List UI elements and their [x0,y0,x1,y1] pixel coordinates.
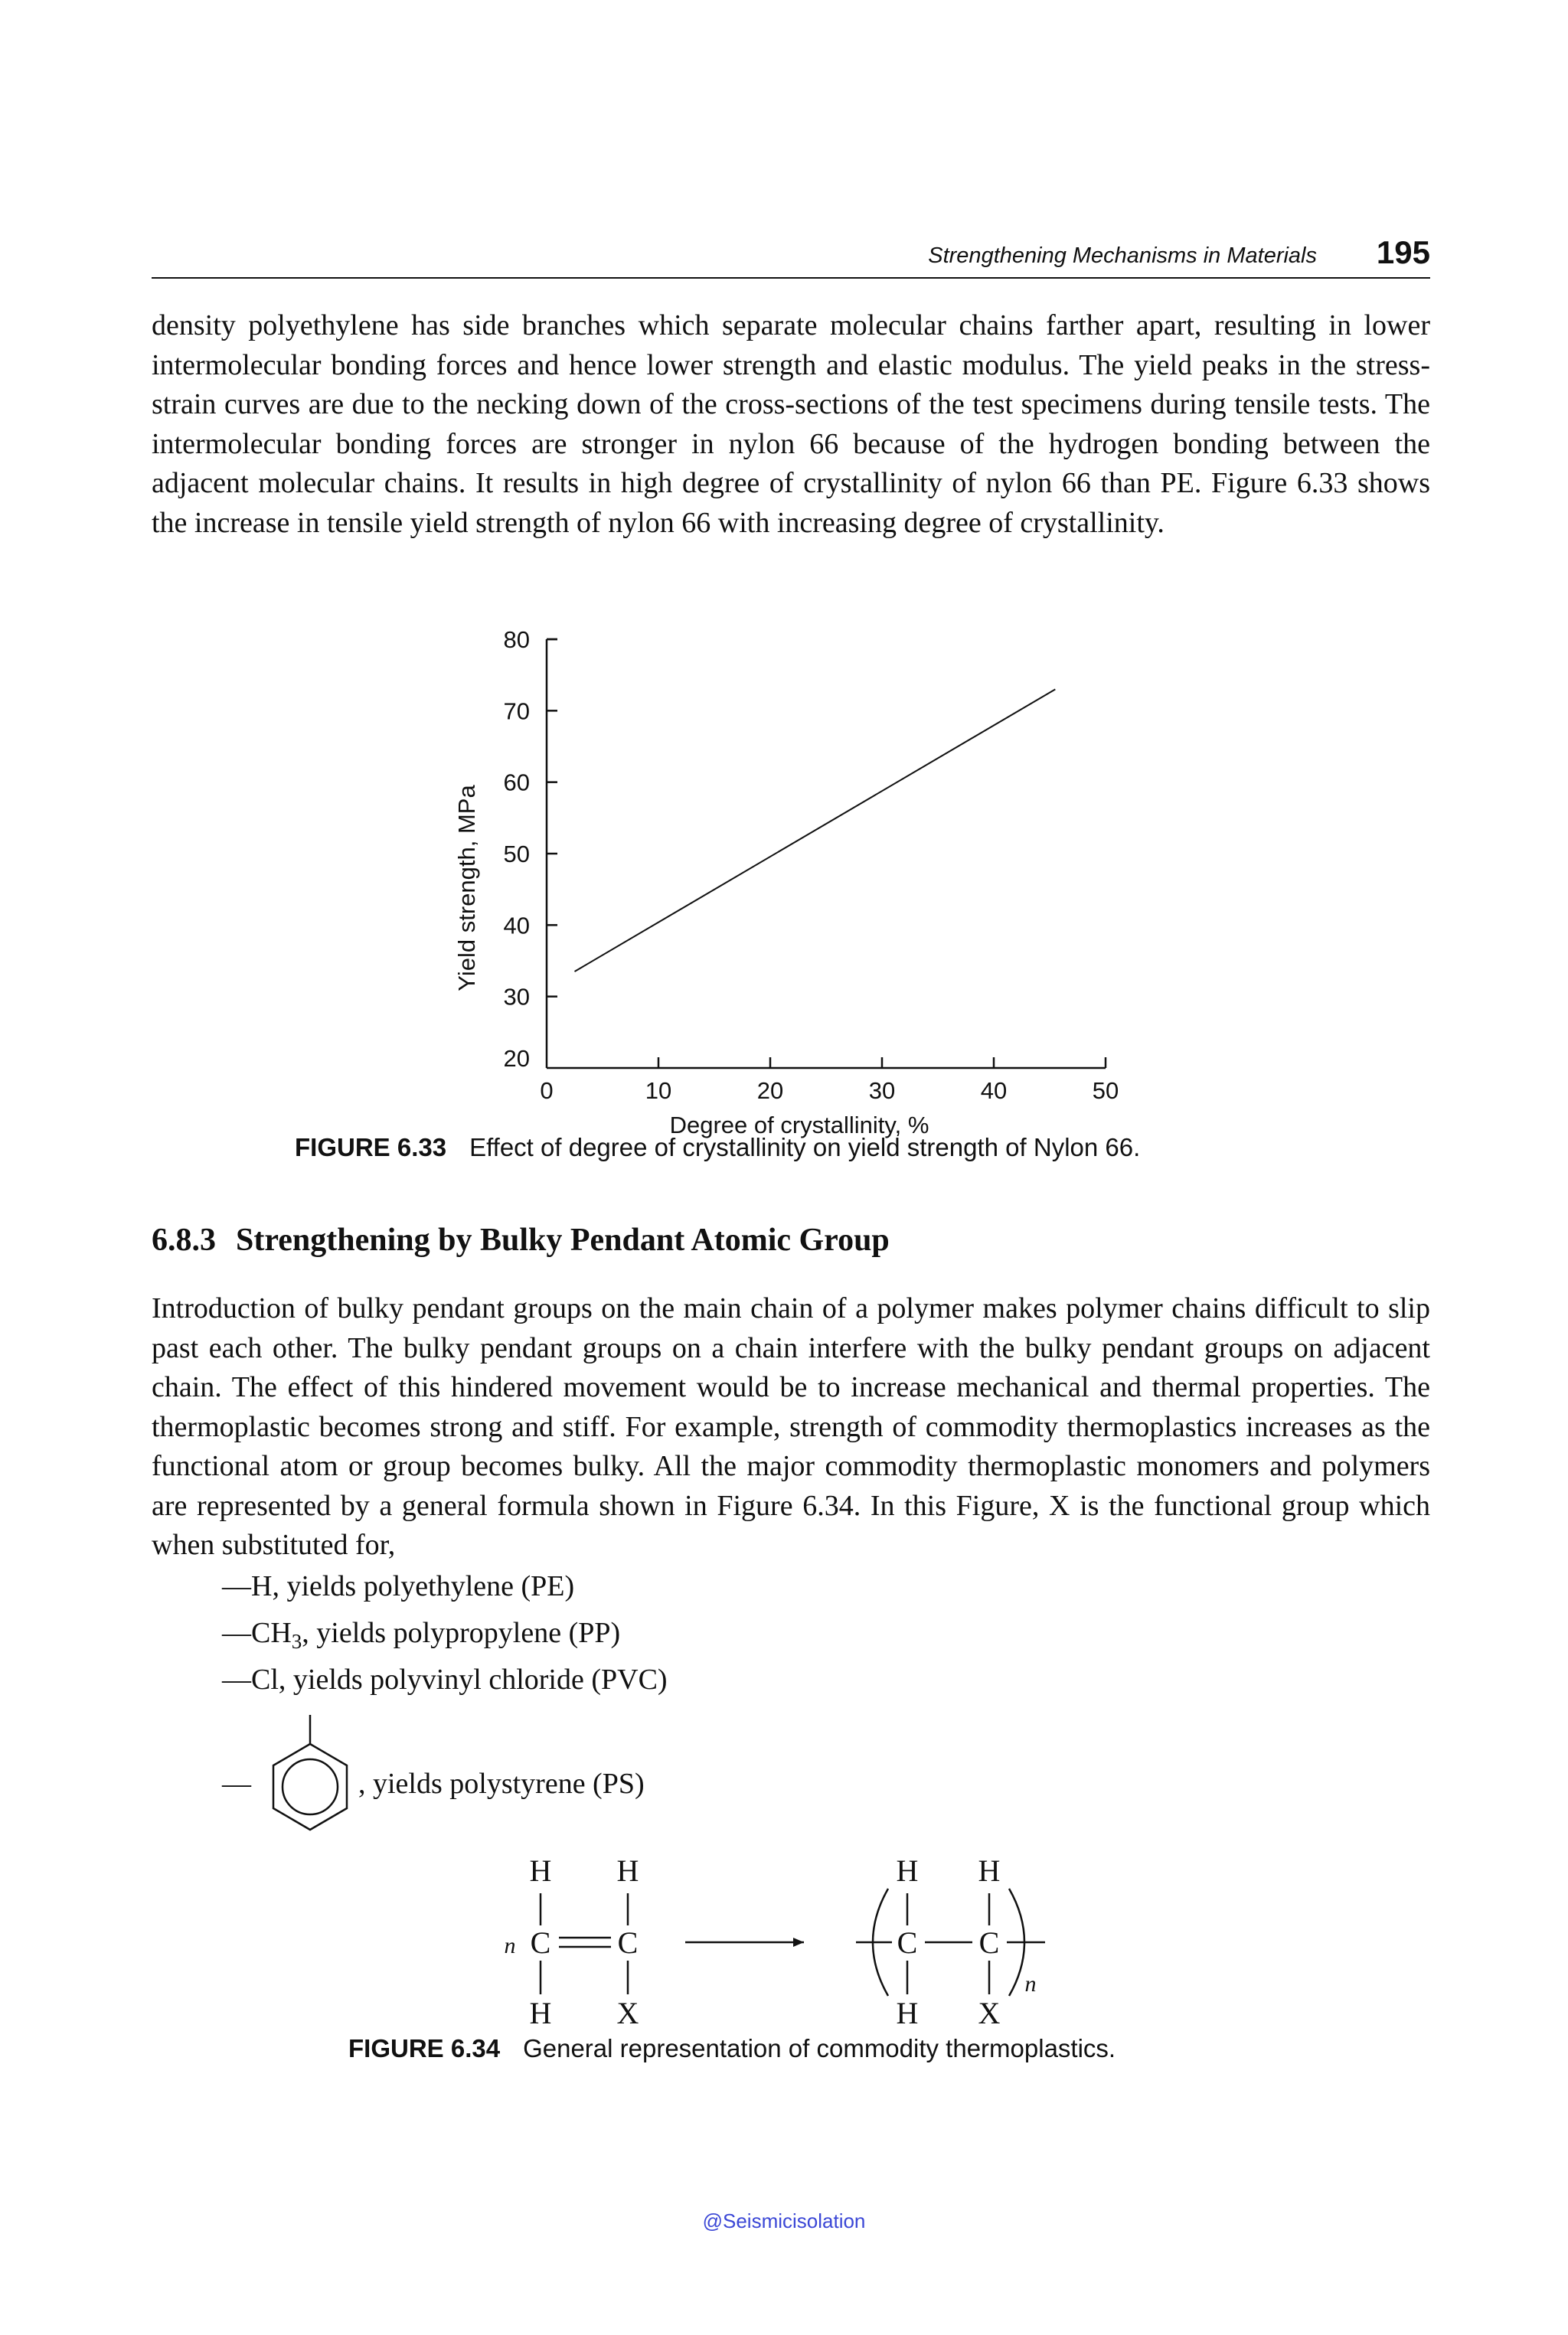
x-tick-label: 0 [540,1077,554,1104]
polymer-c-left: C [897,1925,918,1960]
list-item-pp-text: , yields polypropylene (PP) [302,1617,621,1649]
x-tick-label: 30 [868,1077,896,1104]
x-axis-label: Degree of crystallinity, % [669,1112,929,1138]
group-ch3-subscript: 3 [291,1630,302,1653]
monomer-h-bottom: H [529,1996,552,2030]
list-item-pe-text: , yields polyethylene (PE) [272,1570,575,1602]
group-phenyl-dash: — [222,1768,251,1800]
series-line-nylon-66 [575,689,1056,972]
polymer-h-top-left: H [896,1853,919,1888]
list-item-pp [222,1616,620,1654]
watermark-text: @Seismicisolation [702,2209,866,2232]
watermark [0,2209,1568,2233]
section-number: 6.8.3 [152,1223,216,1258]
group-h: —H [222,1570,273,1602]
monomer-x: X [616,1996,639,2030]
x-tick-label: 10 [645,1077,672,1104]
monomer-c-left: C [530,1925,551,1960]
figure-6-33-caption [295,1133,1140,1162]
y-tick-label: 80 [503,626,530,653]
polymer-h-bottom: H [896,1996,919,2030]
body-paragraph-2: Introduction of bulky pendant groups on the main chain of a polymer makes polymer chains difficult to slip past each other. The bulky pendant groups on a chain interfere with the bulky pendant groups on adjacent chain. The effect of this hindered movement would be to increase mechanical and thermal properties. The thermoplastic becomes strong and stiff. For example, strength of commodity thermoplastics increases as the functional atom or group becomes bulky. All the major commodity thermoplastic monomers and polymers are represented by a general formula shown in Figure 6.34. In this Figure, X is the functional group which when substituted for, [152,1292,1430,1561]
group-cl: —Cl [222,1664,279,1696]
section-title: Strengthening by Bulky Pendant Atomic Group [236,1223,890,1258]
yield-strength-chart [429,612,1164,1138]
polymer-n: n [1024,1971,1037,1997]
running-title: Strengthening Mechanisms in Materials [928,243,1317,268]
monomer-n: n [504,1933,516,1958]
y-tick-label: 60 [503,769,530,796]
monomer-c-right: C [617,1925,639,1960]
monomer-h-top-left: H [529,1853,552,1888]
y-tick-label: 50 [503,841,530,867]
list-item-ps-text: , yields polystyrene (PS) [358,1768,645,1800]
y-axis-label: Yield strength, MPa [453,785,480,991]
y-tick-label: 30 [503,983,530,1011]
y-tick-label: 40 [503,912,530,939]
figure-6-33-caption-text: Effect of degree of crystallinity on yield strength of Nylon 66. [469,1133,1141,1161]
figure-6-34-caption [348,2034,1116,2063]
x-tick-label: 20 [756,1077,784,1104]
polymer-h-top-right: H [978,1853,1001,1888]
monomer-h-top-right: H [616,1853,639,1888]
list-item-pe [222,1569,574,1603]
running-head [152,231,1430,279]
body-paragraph-1: density polyethylene has side branches which separate molecular chains farther apart, resulting in lower intermolecular bonding forces and hence lower strength and elastic modulus. The yield peaks in the stress-strain curves are due to the necking down of the cross-sections of the test specimens during tensile tests. The intermolecular bonding forces are stronger in nylon 66 because of the hydrogen bonding between the adjacent molecular chains. It results in high degree of crystallinity of nylon 66 than PE. Figure 6.33 shows the increase in tensile yield strength of nylon 66 with increasing degree of crystallinity. [152,309,1430,539]
polymerization-diagram [490,1849,1102,2029]
polymer-x: X [978,1996,1001,2030]
page-number: 195 [1376,234,1430,270]
list-item-pvc [222,1663,668,1697]
figure-6-34-caption-text: General representation of commodity thermoplastics. [523,2034,1116,2062]
x-tick-label: 40 [980,1077,1008,1104]
section-heading [152,1222,890,1259]
reaction-arrow-head [793,1938,804,1947]
group-ch3: —CH [222,1617,292,1649]
y-tick-label: 70 [503,697,530,725]
list-item-pvc-text: , yields polyvinyl chloride (PVC) [278,1664,668,1696]
polymer-c-right: C [978,1925,1000,1960]
x-tick-label: 50 [1092,1077,1119,1104]
figure-6-34-label: FIGURE 6.34 [348,2034,501,2062]
y-tick-label: 20 [503,1045,530,1072]
benzene-ring-icon [253,1712,368,1850]
figure-6-33-label: FIGURE 6.33 [295,1133,447,1161]
